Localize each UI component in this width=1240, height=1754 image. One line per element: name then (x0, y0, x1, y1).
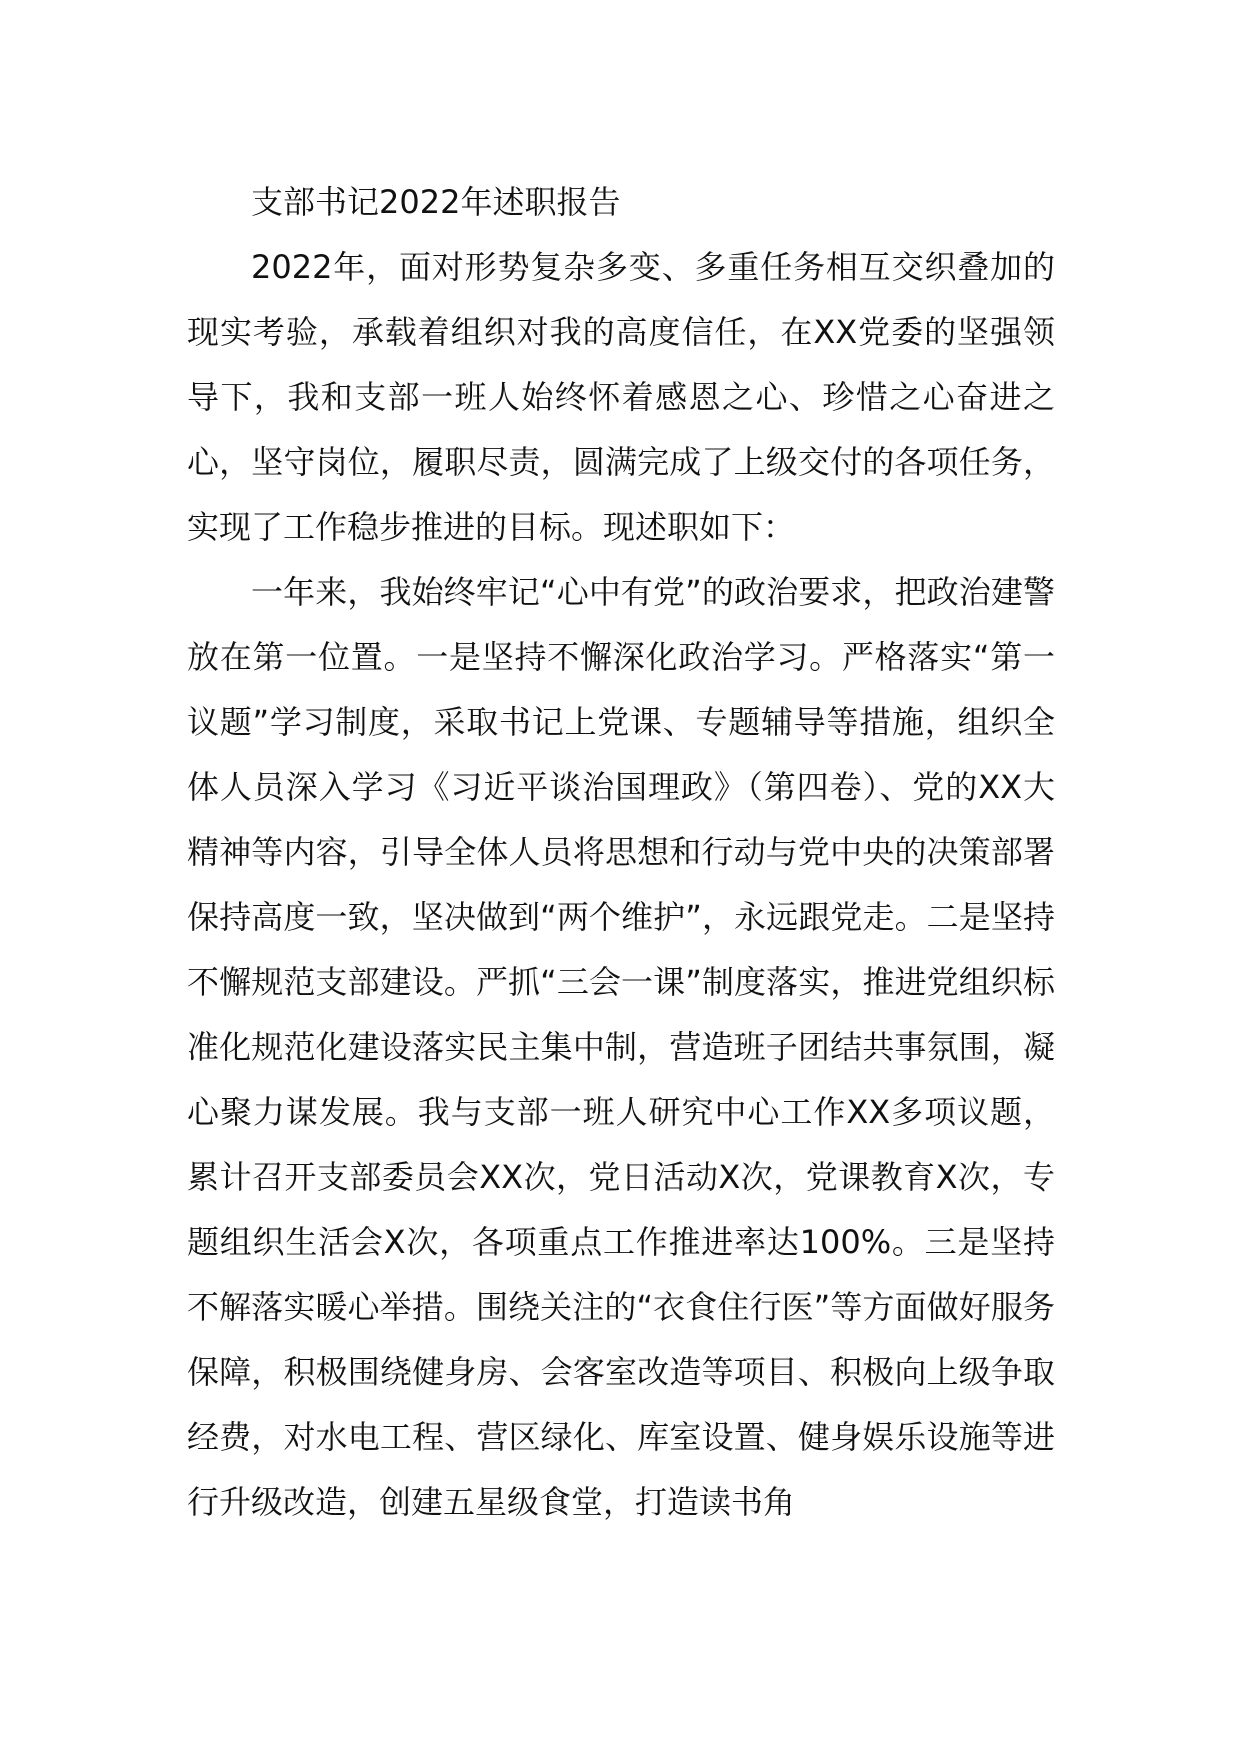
document-body (187, 170, 1055, 1535)
document-title: 支部书记2022年述职报告 (251, 183, 621, 221)
paragraph-intro: 2022年，面对形势复杂多变、多重任务相互交织叠加的现实考验，承载着组织对我的高度信任，在XX党委的坚强领导下，我和支部一班人始终怀着感恩之心、珍惜之心奋进之心，坚守岗位，履职尽责，圆满完成了上级交付的各项任务，实现了工作稳步推进的目标。现述职如下： (187, 248, 1055, 546)
paragraph-political-work: 一年来，我始终牢记“心中有党”的政治要求，把政治建警放在第一位置。一是坚持不懈深化政治学习。严格落实“第一议题”学习制度，采取书记上党课、专题辅导等措施，组织全体人员深入学习《习近平谈治国理政》（第四卷）、党的XX大精神等内容，引导全体人员将思想和行动与党中央的决策部署保持高度一致，坚决做到“两个维护”，永远跟党走。二是坚持不懈规范支部建设。严抓“三会一课”制度落实，推进党组织标准化规范化建设落实民主集中制，营造班子团结共事氛围，凝心聚力谋发展。我与支部一班人研究中心工作XX多项议题，累计召开支部委员会XX次，党日活动X次，党课教育X次，专题组织生活会X次，各项重点工作推进率达100%。三是坚持不解落实暖心举措。围绕关注的“衣食住行医”等方面做好服务保障，积极围绕健身房、会客室改造等项目、积极向上级争取经费，对水电工程、营区绿化、库室设置、健身娱乐设施等进行升级改造，创建五星级食堂，打造读书角 (187, 573, 1055, 1521)
